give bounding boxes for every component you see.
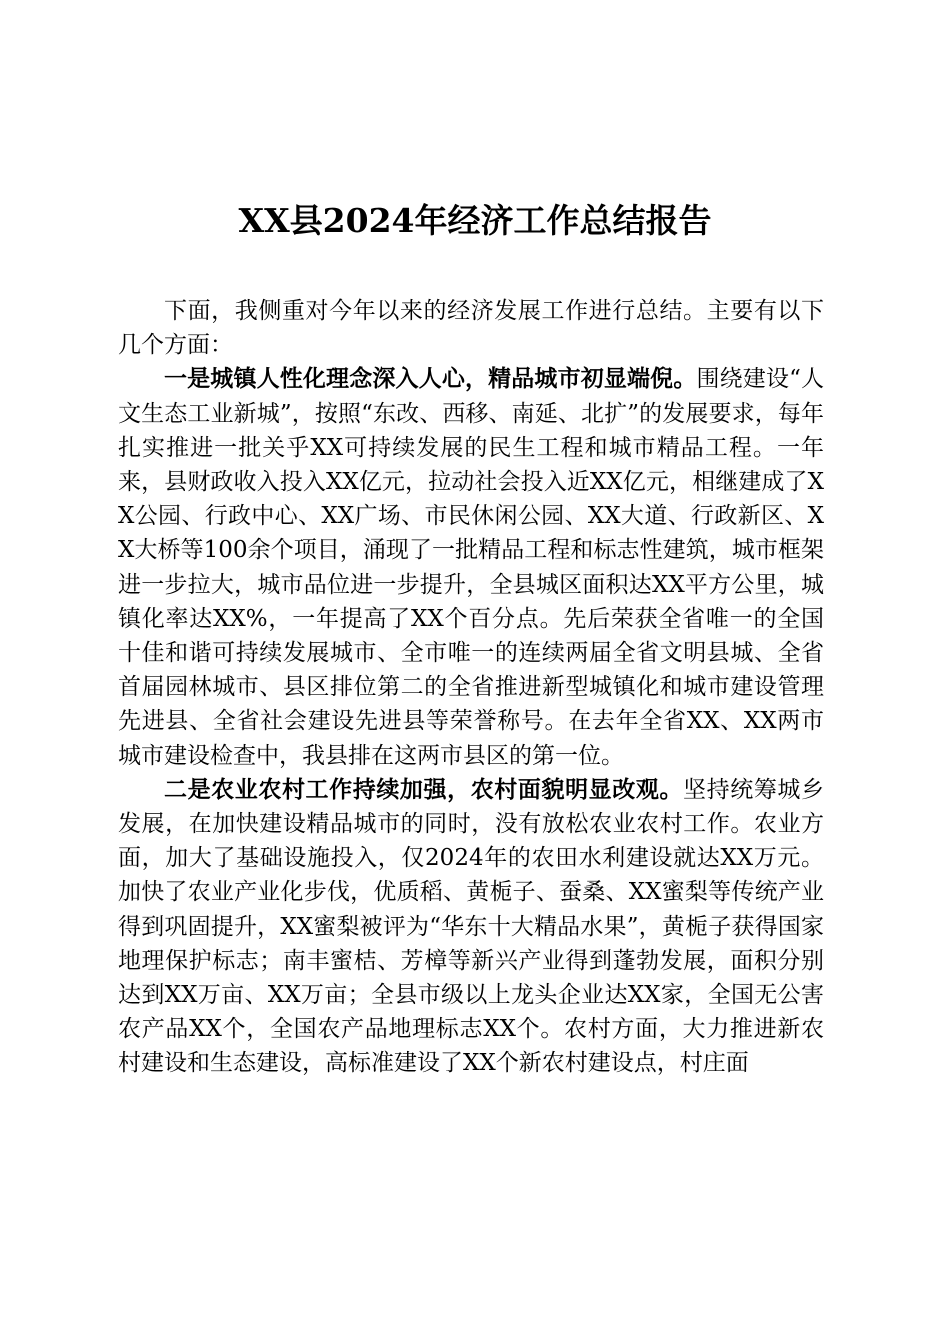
section-paragraph-2 (118, 773, 824, 1081)
document-body (118, 294, 824, 1081)
section-1-lead: 一是城镇人性化理念深入人心，精品城市初显端倪。 (164, 365, 697, 393)
document-title: XX县2024年经济工作总结报告 (238, 201, 712, 240)
section-1-text: 围绕建设“人文生态工业新城”，按照“东改、西移、南延、北扩”的发展要求，每年扎实推进一批关乎XX可持续发展的民生工程和城市精品工程。一年来，县财政收入投入XX亿元，拉动社会投入近XX亿元，相继建成了XX公园、行政中心、XX广场、市民休闲公园、XX大道、行政新区、XX大桥等100余个项目，涌现了一批精品工程和标志性建筑，城市框架进一步拉大，城市品位进一步提升，全县城区面积达XX平方公里，城镇化率达XX%，一年提高了XX个百分点。先后荣获全省唯一的全国十佳和谐可持续发展城市、全市唯一的连续两届全省文明县城、全省首届园林城市、县区排位第二的全省推进新型城镇化和城市建设管理先进县、全省社会建设先进县等荣誉称号。在去年全省XX、XX两市城市建设检查中，我县排在这两市县区的第一位。 (118, 366, 824, 769)
section-2-lead: 二是农业农村工作持续加强，农村面貌明显改观。 (164, 775, 684, 803)
intro-paragraph: 下面，我侧重对今年以来的经济发展工作进行总结。主要有以下几个方面： (118, 298, 824, 359)
section-paragraph-1 (118, 362, 824, 772)
section-2-text: 坚持统筹城乡发展，在加快建设精品城市的同时，没有放松农业农村工作。农业方面，加大了基础设施投入，仅2024年的农田水利建设就达XX万元。加快了农业产业化步伐，优质稻、黄栀子、蚕桑、XX蜜梨等传统产业得到巩固提升，XX蜜梨被评为“华东十大精品水果”，黄栀子获得国家地理保护标志；南丰蜜桔、芳樟等新兴产业得到蓬勃发展，面积分别达到XX万亩、XX万亩；全县市级以上龙头企业达XX家，全国无公害农产品XX个，全国农产品地理标志XX个。农村方面，大力推进新农村建设和生态建设，高标准建设了XX个新农村建设点，村庄面 (118, 776, 825, 1077)
